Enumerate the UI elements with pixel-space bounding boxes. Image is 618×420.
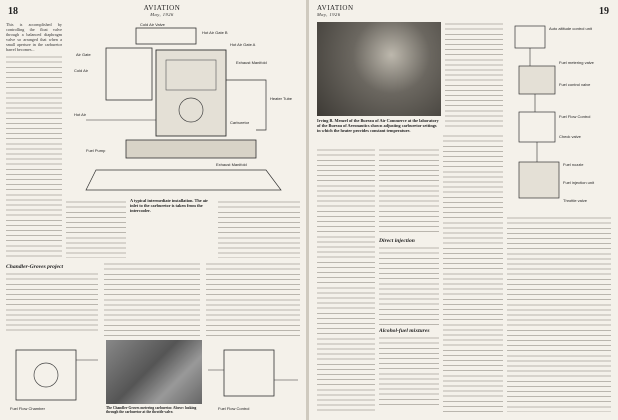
text-lines <box>317 148 375 412</box>
text-lines <box>206 262 300 336</box>
chandler-groves-carburetor-photo <box>106 340 202 404</box>
fuel-flow-diagram <box>6 340 102 418</box>
text-lines <box>66 200 126 258</box>
fig3-label-2: Fuel control valve <box>559 82 591 87</box>
fig2-label-0: Fuel Flow Chamber <box>10 406 45 411</box>
injection-unit-shape <box>519 162 559 198</box>
right-column-2 <box>379 148 439 412</box>
fig1-label-3: Air Gate <box>76 52 91 57</box>
intro-text-lines <box>6 55 62 258</box>
left-mid-column-b <box>218 200 300 258</box>
fig1-label-5: Hot Air <box>74 112 87 117</box>
fig1-label-0: Cold Air Valve <box>140 22 165 27</box>
right-header-title: AVIATION <box>317 4 354 12</box>
fuel-injection-schematic <box>505 16 615 212</box>
right-page <box>309 0 618 420</box>
left-mid-column-a <box>66 200 126 258</box>
fig1-label-7: Heater Tube <box>270 96 293 101</box>
left-page <box>0 0 306 420</box>
fig1-label-6: Exhaust Manifold <box>236 60 267 65</box>
fuel-flow-chamber-shape <box>16 350 76 400</box>
text-lines <box>445 22 503 128</box>
air-duct-shape <box>106 48 152 100</box>
chandler-groves-heading: Chandler-Groves project <box>6 264 64 270</box>
right-column-4 <box>507 216 611 412</box>
right-page-number: 19 <box>599 6 609 17</box>
fig1-label-10: Exhaust Manifold <box>216 162 247 167</box>
left-header-title: AVIATION <box>143 4 181 12</box>
cold-air-valve-shape <box>136 28 196 44</box>
fig3-label-7: Throttle valve <box>563 198 588 203</box>
text-lines <box>379 336 439 406</box>
carburetor-body-shape <box>156 50 226 136</box>
exhaust-manifold-shape <box>126 140 256 158</box>
text-lines <box>379 246 439 326</box>
fig1-label-9: Fuel Pump <box>86 148 106 153</box>
fig1-caption: A typical intermediate installation. The air inlet to the carburetor is taken from the intercooler. <box>130 198 208 213</box>
text-lines <box>443 134 503 412</box>
text-lines <box>218 200 300 258</box>
fuel-control-lines <box>208 370 298 380</box>
engine-base-shape <box>86 170 281 190</box>
right-header-date: May, 1926 <box>317 12 341 17</box>
left-page-number: 18 <box>8 6 18 17</box>
metering-valve-shape <box>519 66 555 94</box>
photo-caption: Irving B. Menzel of the Bureau of Air Commerce at the laboratory of the Bureau of Aeronautics shown adjusting carburetor settings in which the heater provides constant temperature. <box>317 118 439 133</box>
left-bottom-column-2 <box>104 262 200 336</box>
carburetor-installation-diagram <box>66 20 300 198</box>
left-header-date: May, 1926 <box>150 12 174 17</box>
fig3-label-1: Fuel metering valve <box>559 60 594 65</box>
fig2-label-1: Fuel Flow Control <box>218 406 250 411</box>
fig1-label-8: Carburetor <box>230 120 250 125</box>
fig1-label-2: Hot Air Gate A <box>230 42 256 47</box>
text-lines <box>379 148 439 236</box>
left-bottom-column-3 <box>206 262 300 336</box>
text-lines <box>6 272 98 332</box>
intro-lead: This is accomplished by controlling the float valve through a balanced diaphragm valve so arranged that when a small aperture in the carburetor barrel becomes... <box>6 22 62 53</box>
connecting-lines <box>530 48 537 162</box>
fig3-label-5: Fuel nozzle <box>563 162 584 167</box>
fig3-label-3: Fuel Flow Control <box>559 114 591 119</box>
left-intro-column <box>6 22 62 258</box>
text-lines <box>507 216 611 412</box>
laboratory-photo <box>317 22 441 116</box>
direct-injection-heading: Direct injection <box>379 238 415 244</box>
text-lines <box>104 262 200 336</box>
right-column-1 <box>317 148 375 412</box>
right-upper-column <box>445 22 503 128</box>
fig3-label-6: Fuel injection unit <box>563 180 595 185</box>
fig1-label-1: Hot Air Gate B <box>202 30 228 35</box>
altitude-control-shape <box>515 26 545 48</box>
fig1-label-4: Cold Air <box>74 68 89 73</box>
left-bottom-column-1 <box>6 262 98 336</box>
fuel-control-body-shape <box>224 350 274 396</box>
left-header <box>132 4 192 17</box>
fig3-label-4: Check valve <box>559 134 581 139</box>
fig3-label-0: Auto altitude control unit <box>549 26 592 31</box>
control-valve-shape <box>519 112 555 142</box>
alcohol-fuel-heading: Alcohol-fuel mixtures <box>379 328 430 335</box>
right-header <box>317 4 387 17</box>
right-column-3 <box>443 134 503 412</box>
fuel-flow-rotor-shape <box>34 363 58 387</box>
fig2-caption: The Chandler-Groves metering carburetor. Above: looking through the carburetor at the throttle valve. <box>106 406 197 415</box>
fuel-control-diagram <box>204 340 302 418</box>
